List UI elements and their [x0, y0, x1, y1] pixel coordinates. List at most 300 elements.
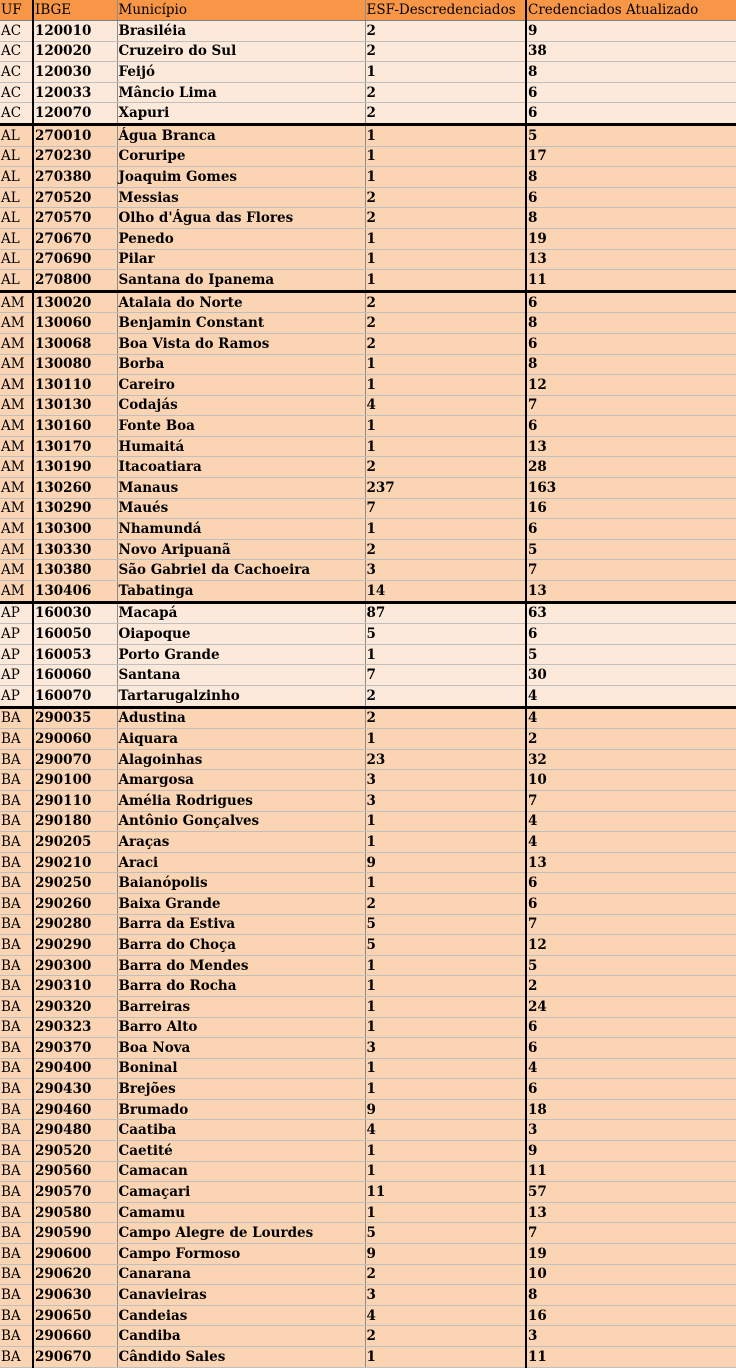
cell-esf-descredenciados[interactable]: 1 — [365, 228, 526, 249]
cell-ibge[interactable]: 160050 — [33, 624, 117, 645]
cell-esf-descredenciados[interactable]: 5 — [365, 935, 526, 956]
cell-esf-descredenciados[interactable]: 1 — [365, 729, 526, 750]
cell-municipio[interactable]: Fonte Boa — [117, 416, 365, 437]
cell-credenciados-atualizado[interactable]: 16 — [526, 498, 736, 519]
cell-esf-descredenciados[interactable]: 2 — [365, 313, 526, 334]
cell-municipio[interactable]: Caatiba — [117, 1120, 365, 1141]
cell-ibge[interactable]: 290320 — [33, 996, 117, 1017]
cell-uf[interactable]: BA — [0, 1099, 33, 1120]
cell-municipio[interactable]: Camacan — [117, 1161, 365, 1182]
cell-ibge[interactable]: 290205 — [33, 832, 117, 853]
cell-uf[interactable]: BA — [0, 1244, 33, 1265]
header-credenciados-atualizado[interactable]: Credenciados Atualizado — [526, 0, 736, 21]
cell-esf-descredenciados[interactable]: 9 — [365, 1099, 526, 1120]
cell-uf[interactable]: BA — [0, 976, 33, 997]
cell-uf[interactable]: BA — [0, 1161, 33, 1182]
cell-ibge[interactable]: 290210 — [33, 852, 117, 873]
cell-uf[interactable]: AP — [0, 686, 33, 708]
cell-credenciados-atualizado[interactable]: 57 — [526, 1182, 736, 1203]
cell-ibge[interactable]: 290650 — [33, 1305, 117, 1326]
cell-municipio[interactable]: Boa Nova — [117, 1038, 365, 1059]
cell-municipio[interactable]: Candiba — [117, 1326, 365, 1347]
cell-credenciados-atualizado[interactable]: 5 — [526, 539, 736, 560]
cell-esf-descredenciados[interactable]: 1 — [365, 519, 526, 540]
cell-credenciados-atualizado[interactable]: 6 — [526, 519, 736, 540]
header-municipio[interactable]: Município — [117, 0, 365, 21]
cell-credenciados-atualizado[interactable]: 32 — [526, 749, 736, 770]
cell-credenciados-atualizado[interactable]: 6 — [526, 873, 736, 894]
cell-municipio[interactable]: Adustina — [117, 707, 365, 729]
cell-municipio[interactable]: Brasiléia — [117, 21, 365, 42]
cell-uf[interactable]: BA — [0, 770, 33, 791]
cell-esf-descredenciados[interactable]: 9 — [365, 1244, 526, 1265]
cell-municipio[interactable]: Boa Vista do Ramos — [117, 333, 365, 354]
cell-uf[interactable]: AP — [0, 644, 33, 665]
cell-uf[interactable]: AL — [0, 249, 33, 270]
cell-municipio[interactable]: Oiapoque — [117, 624, 365, 645]
cell-credenciados-atualizado[interactable]: 9 — [526, 21, 736, 42]
cell-esf-descredenciados[interactable]: 1 — [365, 976, 526, 997]
cell-esf-descredenciados[interactable]: 87 — [365, 602, 526, 624]
cell-uf[interactable]: AM — [0, 539, 33, 560]
cell-uf[interactable]: BA — [0, 749, 33, 770]
cell-credenciados-atualizado[interactable]: 6 — [526, 1079, 736, 1100]
cell-ibge[interactable]: 290280 — [33, 914, 117, 935]
cell-uf[interactable]: AM — [0, 436, 33, 457]
cell-esf-descredenciados[interactable]: 11 — [365, 1182, 526, 1203]
cell-uf[interactable]: BA — [0, 1326, 33, 1347]
cell-uf[interactable]: BA — [0, 729, 33, 750]
cell-credenciados-atualizado[interactable]: 24 — [526, 996, 736, 1017]
cell-credenciados-atualizado[interactable]: 13 — [526, 852, 736, 873]
cell-ibge[interactable]: 160053 — [33, 644, 117, 665]
cell-municipio[interactable]: Antônio Gonçalves — [117, 811, 365, 832]
cell-credenciados-atualizado[interactable]: 4 — [526, 811, 736, 832]
cell-credenciados-atualizado[interactable]: 7 — [526, 790, 736, 811]
cell-ibge[interactable]: 290310 — [33, 976, 117, 997]
cell-uf[interactable]: BA — [0, 996, 33, 1017]
cell-municipio[interactable]: Olho d'Água das Flores — [117, 208, 365, 229]
cell-esf-descredenciados[interactable]: 23 — [365, 749, 526, 770]
cell-ibge[interactable]: 290110 — [33, 790, 117, 811]
cell-esf-descredenciados[interactable]: 2 — [365, 333, 526, 354]
cell-uf[interactable]: AL — [0, 228, 33, 249]
cell-ibge[interactable]: 130020 — [33, 291, 117, 313]
cell-municipio[interactable]: Barra do Mendes — [117, 955, 365, 976]
cell-ibge[interactable]: 130290 — [33, 498, 117, 519]
cell-municipio[interactable]: Macapá — [117, 602, 365, 624]
cell-credenciados-atualizado[interactable]: 12 — [526, 935, 736, 956]
cell-uf[interactable]: AM — [0, 416, 33, 437]
cell-municipio[interactable]: Manaus — [117, 478, 365, 499]
cell-credenciados-atualizado[interactable]: 5 — [526, 644, 736, 665]
cell-uf[interactable]: AM — [0, 333, 33, 354]
cell-municipio[interactable]: Canavieiras — [117, 1285, 365, 1306]
cell-municipio[interactable]: Água Branca — [117, 124, 365, 146]
cell-ibge[interactable]: 290590 — [33, 1223, 117, 1244]
cell-uf[interactable]: AC — [0, 103, 33, 125]
cell-municipio[interactable]: Pilar — [117, 249, 365, 270]
cell-municipio[interactable]: Barra do Rocha — [117, 976, 365, 997]
cell-credenciados-atualizado[interactable]: 38 — [526, 41, 736, 62]
cell-uf[interactable]: AM — [0, 354, 33, 375]
cell-credenciados-atualizado[interactable]: 5 — [526, 124, 736, 146]
cell-ibge[interactable]: 130170 — [33, 436, 117, 457]
cell-ibge[interactable]: 290560 — [33, 1161, 117, 1182]
cell-ibge[interactable]: 120070 — [33, 103, 117, 125]
cell-ibge[interactable]: 290480 — [33, 1120, 117, 1141]
cell-credenciados-atualizado[interactable]: 6 — [526, 333, 736, 354]
cell-credenciados-atualizado[interactable]: 2 — [526, 729, 736, 750]
cell-esf-descredenciados[interactable]: 9 — [365, 852, 526, 873]
cell-municipio[interactable]: Codajás — [117, 395, 365, 416]
cell-uf[interactable]: BA — [0, 1182, 33, 1203]
cell-municipio[interactable]: Barra da Estiva — [117, 914, 365, 935]
cell-ibge[interactable]: 130330 — [33, 539, 117, 560]
cell-municipio[interactable]: Humaitá — [117, 436, 365, 457]
cell-ibge[interactable]: 270670 — [33, 228, 117, 249]
cell-esf-descredenciados[interactable]: 1 — [365, 124, 526, 146]
cell-municipio[interactable]: Porto Grande — [117, 644, 365, 665]
cell-uf[interactable]: BA — [0, 832, 33, 853]
cell-credenciados-atualizado[interactable]: 17 — [526, 146, 736, 167]
cell-ibge[interactable]: 270690 — [33, 249, 117, 270]
cell-uf[interactable]: AL — [0, 124, 33, 146]
cell-uf[interactable]: BA — [0, 1058, 33, 1079]
cell-ibge[interactable]: 130080 — [33, 354, 117, 375]
cell-credenciados-atualizado[interactable]: 13 — [526, 581, 736, 603]
cell-ibge[interactable]: 290290 — [33, 935, 117, 956]
cell-ibge[interactable]: 270380 — [33, 167, 117, 188]
cell-esf-descredenciados[interactable]: 1 — [365, 1161, 526, 1182]
cell-ibge[interactable]: 160030 — [33, 602, 117, 624]
cell-ibge[interactable]: 290660 — [33, 1326, 117, 1347]
cell-ibge[interactable]: 290600 — [33, 1244, 117, 1265]
cell-ibge[interactable]: 160070 — [33, 686, 117, 708]
cell-municipio[interactable]: Tartarugalzinho — [117, 686, 365, 708]
cell-credenciados-atualizado[interactable]: 8 — [526, 208, 736, 229]
cell-uf[interactable]: AM — [0, 457, 33, 478]
cell-credenciados-atualizado[interactable]: 163 — [526, 478, 736, 499]
cell-uf[interactable]: AL — [0, 146, 33, 167]
cell-municipio[interactable]: Baianópolis — [117, 873, 365, 894]
cell-municipio[interactable]: Candeias — [117, 1305, 365, 1326]
cell-credenciados-atualizado[interactable]: 8 — [526, 167, 736, 188]
cell-uf[interactable]: BA — [0, 1017, 33, 1038]
cell-esf-descredenciados[interactable]: 2 — [365, 103, 526, 125]
cell-uf[interactable]: BA — [0, 1347, 33, 1368]
cell-credenciados-atualizado[interactable]: 6 — [526, 103, 736, 125]
cell-esf-descredenciados[interactable]: 2 — [365, 457, 526, 478]
cell-ibge[interactable]: 130190 — [33, 457, 117, 478]
cell-uf[interactable]: AM — [0, 478, 33, 499]
cell-esf-descredenciados[interactable]: 7 — [365, 498, 526, 519]
cell-municipio[interactable]: Barreiras — [117, 996, 365, 1017]
cell-municipio[interactable]: Cândido Sales — [117, 1347, 365, 1368]
cell-uf[interactable]: BA — [0, 1285, 33, 1306]
cell-ibge[interactable]: 290400 — [33, 1058, 117, 1079]
cell-credenciados-atualizado[interactable]: 8 — [526, 1285, 736, 1306]
cell-municipio[interactable]: Barra do Choça — [117, 935, 365, 956]
cell-uf[interactable]: BA — [0, 1141, 33, 1162]
cell-uf[interactable]: BA — [0, 1038, 33, 1059]
cell-municipio[interactable]: Santana do Ipanema — [117, 270, 365, 292]
cell-municipio[interactable]: Santana — [117, 665, 365, 686]
cell-esf-descredenciados[interactable]: 5 — [365, 624, 526, 645]
cell-credenciados-atualizado[interactable]: 4 — [526, 686, 736, 708]
cell-uf[interactable]: AM — [0, 291, 33, 313]
cell-esf-descredenciados[interactable]: 3 — [365, 1285, 526, 1306]
cell-municipio[interactable]: Baixa Grande — [117, 893, 365, 914]
cell-credenciados-atualizado[interactable]: 7 — [526, 1223, 736, 1244]
cell-uf[interactable]: AC — [0, 62, 33, 83]
cell-esf-descredenciados[interactable]: 2 — [365, 291, 526, 313]
cell-municipio[interactable]: Alagoinhas — [117, 749, 365, 770]
cell-municipio[interactable]: Penedo — [117, 228, 365, 249]
cell-credenciados-atualizado[interactable]: 6 — [526, 187, 736, 208]
cell-ibge[interactable]: 290460 — [33, 1099, 117, 1120]
cell-ibge[interactable]: 120020 — [33, 41, 117, 62]
cell-credenciados-atualizado[interactable]: 28 — [526, 457, 736, 478]
cell-uf[interactable]: AM — [0, 581, 33, 603]
cell-municipio[interactable]: Brumado — [117, 1099, 365, 1120]
cell-municipio[interactable]: Maués — [117, 498, 365, 519]
cell-esf-descredenciados[interactable]: 2 — [365, 539, 526, 560]
cell-esf-descredenciados[interactable]: 7 — [365, 665, 526, 686]
cell-ibge[interactable]: 130380 — [33, 560, 117, 581]
cell-credenciados-atualizado[interactable]: 5 — [526, 955, 736, 976]
cell-ibge[interactable]: 290250 — [33, 873, 117, 894]
cell-uf[interactable]: AM — [0, 560, 33, 581]
cell-uf[interactable]: AL — [0, 270, 33, 292]
cell-esf-descredenciados[interactable]: 1 — [365, 249, 526, 270]
cell-uf[interactable]: BA — [0, 811, 33, 832]
cell-ibge[interactable]: 130060 — [33, 313, 117, 334]
header-esf-descredenciados[interactable]: ESF-Descredenciados — [365, 0, 526, 21]
cell-credenciados-atualizado[interactable]: 13 — [526, 1202, 736, 1223]
cell-credenciados-atualizado[interactable]: 18 — [526, 1099, 736, 1120]
cell-esf-descredenciados[interactable]: 237 — [365, 478, 526, 499]
cell-credenciados-atualizado[interactable]: 13 — [526, 436, 736, 457]
cell-esf-descredenciados[interactable]: 1 — [365, 996, 526, 1017]
cell-municipio[interactable]: Xapuri — [117, 103, 365, 125]
cell-ibge[interactable]: 120010 — [33, 21, 117, 42]
cell-ibge[interactable]: 290620 — [33, 1264, 117, 1285]
cell-municipio[interactable]: Benjamin Constant — [117, 313, 365, 334]
cell-esf-descredenciados[interactable]: 1 — [365, 375, 526, 396]
cell-ibge[interactable]: 290630 — [33, 1285, 117, 1306]
cell-ibge[interactable]: 270570 — [33, 208, 117, 229]
cell-esf-descredenciados[interactable]: 2 — [365, 1264, 526, 1285]
cell-credenciados-atualizado[interactable]: 6 — [526, 1017, 736, 1038]
cell-esf-descredenciados[interactable]: 2 — [365, 686, 526, 708]
cell-ibge[interactable]: 130160 — [33, 416, 117, 437]
cell-esf-descredenciados[interactable]: 2 — [365, 41, 526, 62]
cell-esf-descredenciados[interactable]: 1 — [365, 955, 526, 976]
cell-ibge[interactable]: 290300 — [33, 955, 117, 976]
cell-esf-descredenciados[interactable]: 3 — [365, 1038, 526, 1059]
cell-esf-descredenciados[interactable]: 1 — [365, 811, 526, 832]
cell-municipio[interactable]: Amélia Rodrigues — [117, 790, 365, 811]
cell-credenciados-atualizado[interactable]: 7 — [526, 560, 736, 581]
cell-municipio[interactable]: Brejões — [117, 1079, 365, 1100]
cell-credenciados-atualizado[interactable]: 4 — [526, 1058, 736, 1079]
cell-uf[interactable]: AM — [0, 519, 33, 540]
cell-municipio[interactable]: Cruzeiro do Sul — [117, 41, 365, 62]
cell-municipio[interactable]: Campo Alegre de Lourdes — [117, 1223, 365, 1244]
cell-esf-descredenciados[interactable]: 4 — [365, 1120, 526, 1141]
cell-municipio[interactable]: Aiquara — [117, 729, 365, 750]
cell-uf[interactable]: AM — [0, 313, 33, 334]
cell-ibge[interactable]: 290570 — [33, 1182, 117, 1203]
cell-ibge[interactable]: 270520 — [33, 187, 117, 208]
cell-esf-descredenciados[interactable]: 1 — [365, 62, 526, 83]
cell-credenciados-atualizado[interactable]: 12 — [526, 375, 736, 396]
cell-credenciados-atualizado[interactable]: 3 — [526, 1326, 736, 1347]
cell-uf[interactable]: BA — [0, 1202, 33, 1223]
cell-credenciados-atualizado[interactable]: 11 — [526, 270, 736, 292]
cell-credenciados-atualizado[interactable]: 6 — [526, 82, 736, 103]
cell-esf-descredenciados[interactable]: 1 — [365, 1141, 526, 1162]
cell-credenciados-atualizado[interactable]: 4 — [526, 832, 736, 853]
cell-uf[interactable]: AC — [0, 41, 33, 62]
cell-municipio[interactable]: Araci — [117, 852, 365, 873]
cell-credenciados-atualizado[interactable]: 6 — [526, 1038, 736, 1059]
cell-uf[interactable]: AM — [0, 395, 33, 416]
cell-esf-descredenciados[interactable]: 5 — [365, 914, 526, 935]
cell-municipio[interactable]: Mâncio Lima — [117, 82, 365, 103]
cell-esf-descredenciados[interactable]: 1 — [365, 416, 526, 437]
cell-esf-descredenciados[interactable]: 1 — [365, 873, 526, 894]
cell-credenciados-atualizado[interactable]: 19 — [526, 1244, 736, 1265]
cell-municipio[interactable]: Careiro — [117, 375, 365, 396]
cell-uf[interactable]: BA — [0, 1223, 33, 1244]
cell-ibge[interactable]: 290430 — [33, 1079, 117, 1100]
cell-uf[interactable]: AP — [0, 602, 33, 624]
cell-municipio[interactable]: Campo Formoso — [117, 1244, 365, 1265]
cell-esf-descredenciados[interactable]: 2 — [365, 1326, 526, 1347]
cell-uf[interactable]: BA — [0, 955, 33, 976]
cell-credenciados-atualizado[interactable]: 2 — [526, 976, 736, 997]
cell-credenciados-atualizado[interactable]: 4 — [526, 707, 736, 729]
cell-uf[interactable]: AC — [0, 82, 33, 103]
cell-ibge[interactable]: 130300 — [33, 519, 117, 540]
cell-uf[interactable]: BA — [0, 790, 33, 811]
cell-uf[interactable]: AM — [0, 375, 33, 396]
cell-ibge[interactable]: 130130 — [33, 395, 117, 416]
cell-ibge[interactable]: 290180 — [33, 811, 117, 832]
cell-credenciados-atualizado[interactable]: 7 — [526, 914, 736, 935]
cell-esf-descredenciados[interactable]: 1 — [365, 1202, 526, 1223]
cell-municipio[interactable]: Borba — [117, 354, 365, 375]
cell-ibge[interactable]: 130068 — [33, 333, 117, 354]
cell-municipio[interactable]: Coruripe — [117, 146, 365, 167]
cell-ibge[interactable]: 130406 — [33, 581, 117, 603]
cell-credenciados-atualizado[interactable]: 11 — [526, 1347, 736, 1368]
cell-ibge[interactable]: 130260 — [33, 478, 117, 499]
cell-municipio[interactable]: Tabatinga — [117, 581, 365, 603]
cell-ibge[interactable]: 290670 — [33, 1347, 117, 1368]
cell-municipio[interactable]: Feijó — [117, 62, 365, 83]
cell-esf-descredenciados[interactable]: 3 — [365, 560, 526, 581]
cell-ibge[interactable]: 290060 — [33, 729, 117, 750]
cell-municipio[interactable]: Amargosa — [117, 770, 365, 791]
cell-esf-descredenciados[interactable]: 2 — [365, 82, 526, 103]
cell-uf[interactable]: BA — [0, 935, 33, 956]
cell-municipio[interactable]: Caetité — [117, 1141, 365, 1162]
cell-uf[interactable]: AM — [0, 498, 33, 519]
cell-uf[interactable]: AL — [0, 208, 33, 229]
cell-uf[interactable]: AP — [0, 665, 33, 686]
cell-municipio[interactable]: Novo Aripuanã — [117, 539, 365, 560]
cell-ibge[interactable]: 270800 — [33, 270, 117, 292]
cell-esf-descredenciados[interactable]: 2 — [365, 21, 526, 42]
cell-esf-descredenciados[interactable]: 3 — [365, 790, 526, 811]
cell-credenciados-atualizado[interactable]: 6 — [526, 624, 736, 645]
cell-esf-descredenciados[interactable]: 1 — [365, 167, 526, 188]
cell-credenciados-atualizado[interactable]: 13 — [526, 249, 736, 270]
cell-credenciados-atualizado[interactable]: 6 — [526, 291, 736, 313]
cell-esf-descredenciados[interactable]: 3 — [365, 770, 526, 791]
cell-municipio[interactable]: Nhamundá — [117, 519, 365, 540]
cell-municipio[interactable]: Camamu — [117, 1202, 365, 1223]
cell-ibge[interactable]: 290323 — [33, 1017, 117, 1038]
header-uf[interactable]: UF — [0, 0, 33, 21]
cell-credenciados-atualizado[interactable]: 6 — [526, 416, 736, 437]
cell-credenciados-atualizado[interactable]: 8 — [526, 62, 736, 83]
cell-municipio[interactable]: Atalaia do Norte — [117, 291, 365, 313]
cell-ibge[interactable]: 290580 — [33, 1202, 117, 1223]
cell-credenciados-atualizado[interactable]: 10 — [526, 1264, 736, 1285]
cell-uf[interactable]: BA — [0, 873, 33, 894]
cell-credenciados-atualizado[interactable]: 6 — [526, 893, 736, 914]
cell-municipio[interactable]: Araças — [117, 832, 365, 853]
cell-ibge[interactable]: 290370 — [33, 1038, 117, 1059]
cell-esf-descredenciados[interactable]: 5 — [365, 1223, 526, 1244]
cell-municipio[interactable]: Itacoatiara — [117, 457, 365, 478]
cell-ibge[interactable]: 160060 — [33, 665, 117, 686]
cell-esf-descredenciados[interactable]: 1 — [365, 1347, 526, 1368]
cell-credenciados-atualizado[interactable]: 19 — [526, 228, 736, 249]
cell-esf-descredenciados[interactable]: 2 — [365, 187, 526, 208]
cell-esf-descredenciados[interactable]: 4 — [365, 1305, 526, 1326]
cell-esf-descredenciados[interactable]: 1 — [365, 1058, 526, 1079]
cell-municipio[interactable]: Boninal — [117, 1058, 365, 1079]
cell-ibge[interactable]: 120030 — [33, 62, 117, 83]
cell-ibge[interactable]: 130110 — [33, 375, 117, 396]
cell-uf[interactable]: BA — [0, 1079, 33, 1100]
cell-esf-descredenciados[interactable]: 14 — [365, 581, 526, 603]
cell-esf-descredenciados[interactable]: 1 — [365, 644, 526, 665]
cell-esf-descredenciados[interactable]: 2 — [365, 707, 526, 729]
cell-esf-descredenciados[interactable]: 2 — [365, 208, 526, 229]
cell-esf-descredenciados[interactable]: 1 — [365, 832, 526, 853]
cell-credenciados-atualizado[interactable]: 16 — [526, 1305, 736, 1326]
cell-credenciados-atualizado[interactable]: 3 — [526, 1120, 736, 1141]
cell-credenciados-atualizado[interactable]: 11 — [526, 1161, 736, 1182]
cell-esf-descredenciados[interactable]: 1 — [365, 436, 526, 457]
cell-esf-descredenciados[interactable]: 1 — [365, 270, 526, 292]
cell-esf-descredenciados[interactable]: 1 — [365, 354, 526, 375]
cell-uf[interactable]: AL — [0, 187, 33, 208]
cell-esf-descredenciados[interactable]: 1 — [365, 1079, 526, 1100]
cell-ibge[interactable]: 290100 — [33, 770, 117, 791]
header-ibge[interactable]: IBGE — [33, 0, 117, 21]
cell-credenciados-atualizado[interactable]: 63 — [526, 602, 736, 624]
cell-esf-descredenciados[interactable]: 4 — [365, 395, 526, 416]
cell-esf-descredenciados[interactable]: 2 — [365, 893, 526, 914]
cell-municipio[interactable]: Barro Alto — [117, 1017, 365, 1038]
